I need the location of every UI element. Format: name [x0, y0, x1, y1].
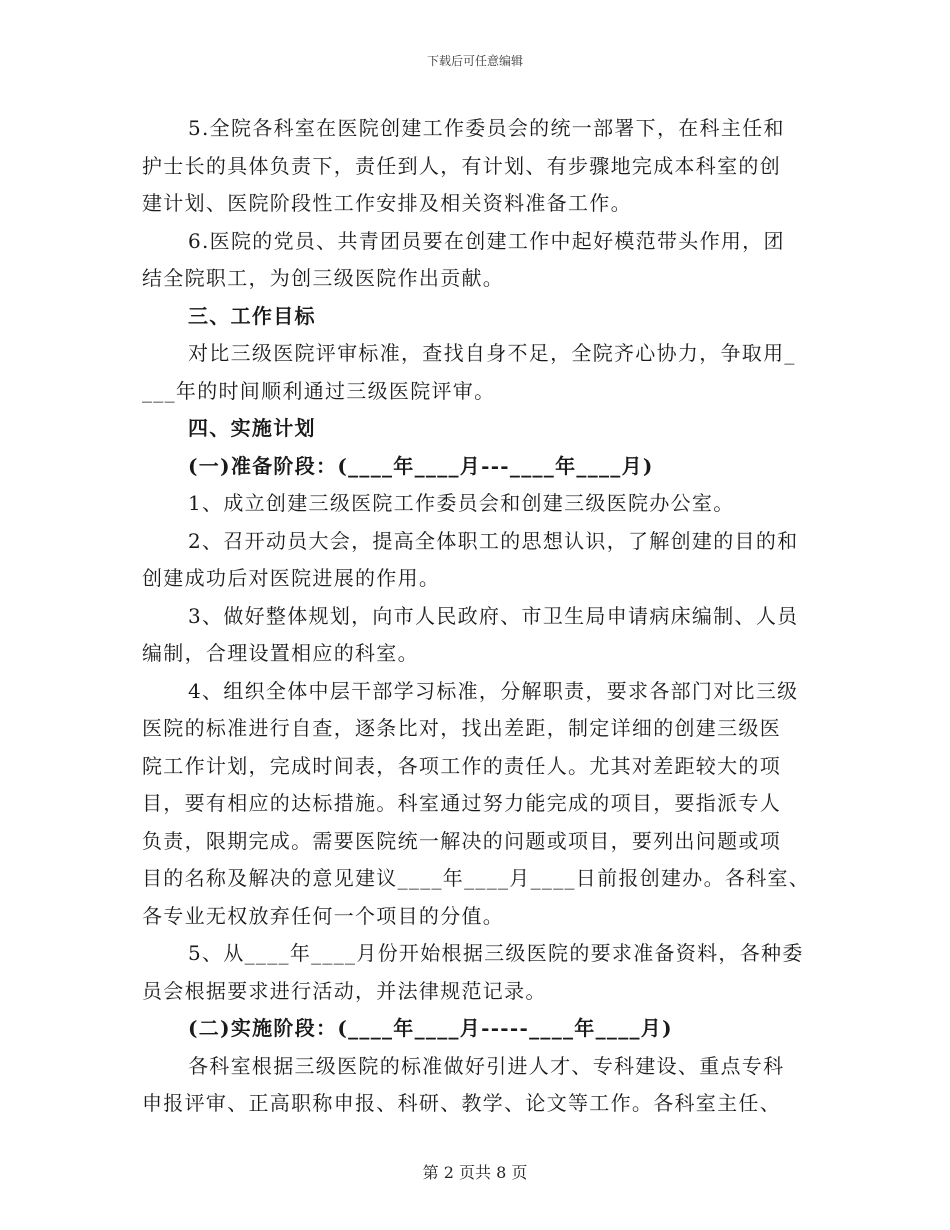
text-line: 建计划、医院阶段性工作安排及相关资料准备工作。 [142, 191, 632, 215]
section-heading: 三、工作目标 [188, 303, 316, 328]
text-line: 2、召开动员大会，提高全体职工的思想认识，了解创建的目的和 [188, 528, 799, 553]
text-line: 结全院职工，为创三级医院作出贡献。 [142, 266, 505, 290]
text-line: 负责，限期完成。需要医院统一解决的问题或项目，要列出问题或项 [142, 828, 781, 853]
text-line: 医院的标准进行自查，逐条比对，找出差距，制定详细的创建三级医 [142, 716, 781, 740]
document-body [142, 110, 822, 1123]
text-line: 创建成功后对医院进展的作用。 [142, 566, 441, 590]
text-line: 1、成立创建三级医院工作委员会和创建三级医院办公室。 [188, 491, 735, 515]
text-line: 编制，合理设置相应的科室。 [142, 641, 419, 665]
text-line: 5、从____年____月份开始根据三级医院的要求准备资料，各种委 [188, 941, 804, 965]
page-footer: 第 2 页共 8 页 [422, 1163, 528, 1182]
section-heading: (一)准备阶段：(____年____月---____年____月) [188, 453, 654, 478]
text-line: 目的名称及解决的意见建议____年____月____日前报创建办。各科室、 [142, 866, 811, 890]
page-header: 下载后可任意编辑 [426, 54, 523, 68]
text-line: ___年的时间顺利通过三级医院评审。 [142, 378, 496, 403]
text-line: 6.医院的党员、共青团员要在创建工作中起好模范带头作用，团 [188, 228, 785, 253]
text-line: 5.全院各科室在医院创建工作委员会的统一部署下，在科主任和 [188, 116, 785, 140]
text-line: 员会根据要求进行活动，并法律规范记录。 [142, 978, 547, 1003]
text-line: 目，要有相应的达标措施。科室通过努力能完成的项目，要指派专人 [142, 791, 781, 815]
text-line: 各科室根据三级医院的标准做好引进人才、专科建设、重点专科 [188, 1053, 785, 1078]
text-line: 院工作计划，完成时间表，各项工作的责任人。尤其对差距较大的项 [142, 753, 781, 778]
section-heading: 四、实施计划 [188, 416, 316, 440]
text-line: 各专业无权放弃任何一个项目的分值。 [142, 903, 505, 928]
text-line: 对比三级医院评审标准，查找自身不足，全院齐心协力，争取用_ [188, 341, 796, 365]
section-heading: (二)实施阶段：(____年____月-----____年____月) [188, 1016, 673, 1040]
text-line: 4、组织全体中层干部学习标准，分解职责，要求各部门对比三级 [188, 678, 799, 703]
text-line: 护士长的具体负责下，责任到人，有计划、有步骤地完成本科室的创 [142, 153, 781, 178]
text-line: 申报评审、正高职称申报、科研、教学、论文等工作。各科室主任、 [142, 1091, 781, 1115]
text-line: 3、做好整体规划，向市人民政府、市卫生局申请病床编制、人员 [188, 603, 799, 628]
